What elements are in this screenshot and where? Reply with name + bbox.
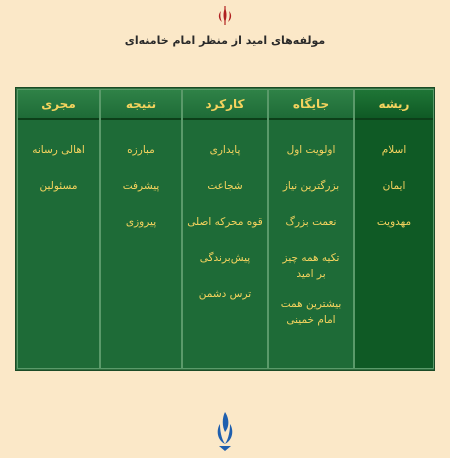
list-item: مهدویت (376, 216, 412, 228)
column-header-result: نتیجه (101, 90, 181, 120)
list-item: پایداری (209, 144, 241, 156)
column-header-function: کارکرد (183, 90, 267, 120)
list-item: مبارزه (127, 144, 155, 156)
list-item: تکیه همه چیز بر امید (282, 252, 340, 280)
list-item: بیشترین همت امام خمینی (280, 298, 342, 326)
column-header-root: ریشه (355, 90, 433, 120)
list-item: پیشرفت (122, 180, 160, 192)
column-root (354, 89, 434, 369)
column-position (268, 89, 354, 369)
list-item: اسلام (381, 144, 407, 156)
list-item: مسئولین (39, 180, 78, 192)
list-item: شجاعت (207, 180, 243, 192)
column-result (100, 89, 182, 369)
iran-emblem-icon (216, 6, 234, 26)
list-item: قوه محرکه اصلی (187, 216, 263, 228)
list-item: ایمان (382, 180, 406, 192)
list-item: اولویت اول (286, 144, 336, 156)
list-item: نعمت بزرگ (285, 216, 337, 228)
list-item: بزرگترین نیاز (282, 180, 340, 192)
list-item: ترس دشمن (198, 288, 252, 300)
hope-components-table (15, 87, 435, 371)
list-item: پیش‌برندگی (199, 252, 251, 264)
column-function (182, 89, 268, 369)
list-item: پیروزی (125, 216, 157, 228)
page-title: مولفه‌های امید از منظر امام خامنه‌ای (124, 34, 326, 47)
column-header-executor: مجری (18, 90, 99, 120)
column-executor (17, 89, 100, 369)
column-header-position: جایگاه (269, 90, 353, 120)
brand-logo-icon (214, 410, 236, 452)
list-item: اهالی رسانه (32, 144, 85, 156)
